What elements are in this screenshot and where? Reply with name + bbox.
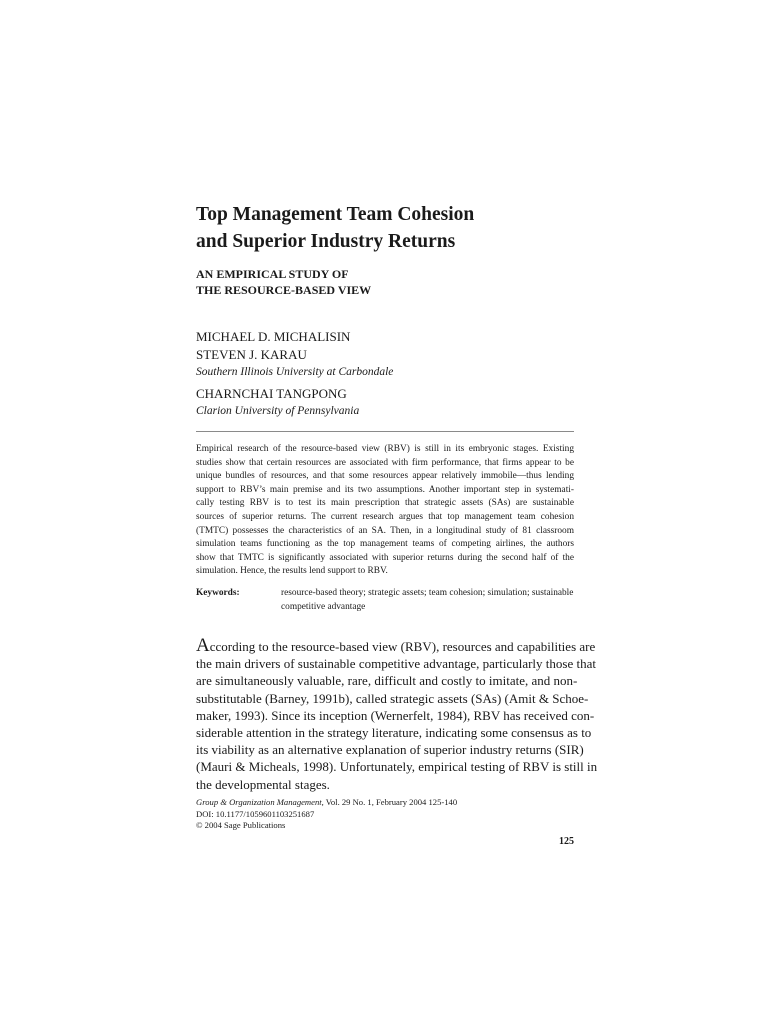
author-block [196, 328, 574, 420]
body-line: are simultaneously valuable, rare, difficult and costly to imitate, and non- [196, 673, 578, 689]
author-name: MICHAEL D. MICHALISIN [196, 329, 351, 344]
abstract-line: show that TMTC is significantly associated with superior returns during the second half of the [196, 552, 574, 563]
page-number: 125 [559, 836, 574, 847]
body-line: siderable attention in the strategy literature, indicating some consensus as to [196, 725, 592, 741]
journal-citation [196, 797, 574, 809]
abstract-line: support to RBV’s main premise and its two assumptions. Another important step in systemati- [196, 484, 574, 495]
abstract-line: unique bundles of resources, and that some resources appear relatively immobile—thus lending [196, 471, 574, 482]
copyright: © 2004 Sage Publications [196, 820, 286, 830]
title-line-2: and Superior Industry Returns [196, 231, 456, 252]
journal-name: Group & Organization Management [196, 797, 322, 807]
paper-page [196, 0, 598, 1024]
abstract-line: sources of superior returns. The current research argues that top management team cohesion [196, 511, 574, 522]
abstract-line: Empirical research of the resource-based view (RBV) is still in its embryonic stages. Existing [196, 444, 574, 454]
author-affiliation: Southern Illinois University at Carbondale [196, 366, 394, 378]
body-line: (Mauri & Micheals, 1998). Unfortunately, empirical testing of RBV is still in [196, 759, 598, 775]
drop-cap: A [196, 635, 210, 656]
body-line: its viability as an alternative explanation of superior industry returns (SIR) [196, 742, 584, 758]
title-line-1: Top Management Team Cohesion [196, 204, 475, 225]
abstract-line: (TMTC) possesses the characteristics of an SA. Then, in a longitudinal study of 81 classroom [196, 525, 574, 536]
keywords-line: competitive advantage [281, 601, 366, 612]
abstract-line: simulation teams functioning as the top management teams of competing airlines, the authors [196, 539, 574, 550]
volume-info: , Vol. 29 No. 1, February 2004 125-140 [321, 797, 458, 807]
paper-title [196, 201, 574, 255]
body-line-rest: ccording to the resource-based view (RBV), resources and capabilities are [209, 639, 596, 654]
doi: DOI: 10.1177/1059601103251687 [196, 808, 315, 819]
abstract-divider [196, 431, 574, 432]
body-paragraph [196, 635, 598, 793]
author-affiliation: Clarion University of Pennsylvania [196, 405, 360, 417]
paper-subtitle [196, 266, 371, 298]
body-line: maker, 1993). Since its inception (Wernerfelt, 1984), RBV has received con- [196, 707, 595, 723]
keywords-list [281, 587, 574, 614]
author-name: STEVEN J. KARAU [196, 347, 307, 362]
body-first-line [196, 635, 596, 656]
body-line: the developmental stages. [196, 776, 330, 792]
subtitle-line-1: AN EMPIRICAL STUDY OF [196, 267, 349, 281]
abstract-line: simulation. Hence, the results lend support to RBV. [196, 566, 388, 577]
keywords-line: resource-based theory; strategic assets; team cohesion; simulation; sustainable [281, 588, 574, 598]
keywords-label: Keywords: [196, 588, 240, 598]
subtitle-line-2: THE RESOURCE-BASED VIEW [196, 283, 372, 297]
abstract-line: cally testing RBV is to test its main prescription that strategic assets (SAs) are sustainable [196, 498, 574, 509]
author-name: CHARNCHAI TANGPONG [196, 386, 347, 401]
body-line: substitutable (Barney, 1991b), called strategic assets (SAs) (Amit & Schoe- [196, 690, 589, 706]
abstract [196, 443, 574, 579]
body-line: the main drivers of sustainable competitive advantage, particularly those that [196, 656, 596, 672]
abstract-line: studies show that certain resources are associated with firm performance, that firms appear to be [196, 457, 574, 468]
citation-footer [196, 797, 574, 832]
